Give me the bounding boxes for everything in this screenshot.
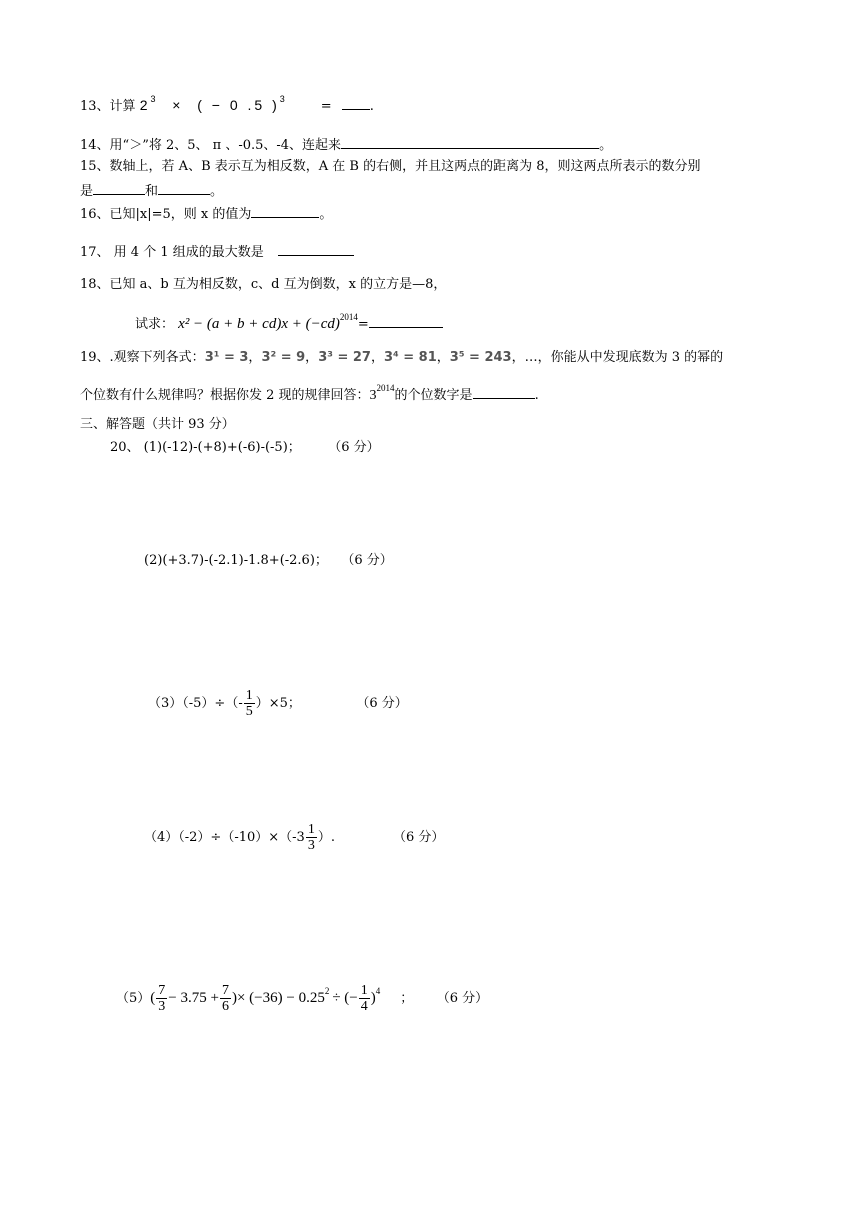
question-20-part-3 (148, 686, 408, 722)
q20-p2-score: （6 分） (347, 553, 393, 568)
question-17 (80, 241, 354, 263)
q20-p5-middle-1: − 3.75 + (168, 990, 219, 1006)
q18-label: 试求： (135, 317, 175, 332)
question-20-part-5: （5）( $\frac{7}{3}$ − 3.75 + $\frac{7}{6}$ )× $(-36) - 0.25^2$ ÷ (− $\frac{1}{4}$ )$^4$ ； （6 分） (116, 983, 489, 1014)
q20-p3-denominator: 5 (245, 704, 253, 719)
question-20-part-2 (144, 551, 393, 571)
q20-p3-fraction (244, 688, 255, 719)
q13-exp-b: 3 (279, 94, 288, 104)
q16-text: 16、已知|x|=5，则 x 的值为 (80, 207, 252, 222)
q20-p5-end: ； (400, 991, 414, 1006)
q19-exponent: 2014 (376, 383, 395, 393)
question-19-line2 (80, 384, 539, 406)
q20-p1-score: （6 分） (334, 440, 380, 455)
q13-answer-blank[interactable] (342, 95, 370, 110)
q19-digit-text: 的个位数字是 (394, 388, 473, 403)
q20-p5-f2-numerator: 7 (221, 983, 229, 998)
q14-text: 14、用“＞”将 2、5、 π 、-0.5、-4、连起来 (80, 138, 342, 153)
q15-text: 15、数轴上，若 A、B 表示互为相反数，A 在 B 的右侧，并且这两点的距离为 8，则这两点所表示的数分别 (80, 159, 701, 174)
q20-p5-fraction-1 (156, 983, 167, 1014)
q15-end: 。 (210, 184, 224, 199)
q20-p2-expression: (2)(+3.7)-(-2.1)-1.8+(-2.6)； (144, 553, 328, 568)
question-19-line1: 19、.观察下列各式：3¹ = 3，3² = 9，3³ = 27，3⁴ = 81，3⁵ = 243，…，你能从中发现底数为 3 的幂的 (80, 350, 724, 365)
q20-p5-f3-denominator: 4 (360, 999, 368, 1014)
q19-power-2: 3² = 9 (261, 350, 306, 365)
question-14 (80, 134, 612, 156)
q19-end: . (534, 388, 539, 403)
question-15-line1 (80, 157, 701, 177)
q18-exponent: 2014 (339, 312, 358, 322)
q20-p5-f3-numerator: 1 (360, 983, 368, 998)
q20-p3-score: （6 分） (362, 696, 408, 711)
question-20-part-1 (110, 438, 380, 458)
q19-intro: 19、.观察下列各式： (80, 350, 205, 365)
q20-p3-suffix: ）×5； (255, 696, 301, 711)
question-16 (80, 203, 332, 225)
q13-label: 13、计算 (80, 99, 136, 114)
q20-p5-f1-numerator: 7 (158, 983, 166, 998)
q18-expression: x² − (a + b + cd)x + (−cd) (178, 316, 340, 332)
q19-power-5: 3⁵ = 243 (449, 350, 512, 365)
q18-text: 18、已知 a、b 互为相反数，c、d 互为倒数，x 的立方是—8， (80, 277, 447, 292)
q14-end: 。 (599, 138, 613, 153)
section-title (80, 415, 235, 435)
q13-exp-a: 3 (150, 94, 159, 104)
question-15-line2 (80, 180, 223, 202)
q20-p5-f1-denominator: 3 (158, 999, 166, 1014)
q14-answer-blank[interactable] (341, 134, 599, 149)
q15-is: 是 (80, 184, 94, 199)
q17-answer-blank[interactable] (278, 241, 354, 256)
question-18-line2 (135, 313, 443, 335)
question-13 (80, 95, 374, 117)
q13-base: 2 (139, 97, 151, 113)
q19-power-3: 3³ = 27 (318, 350, 371, 365)
q20-p5-exponent-2: 2 (324, 986, 330, 996)
q17-text: 17、 用 4 个 1 组成的最大数是 (80, 245, 264, 260)
q20-p5-fraction-3 (359, 983, 370, 1014)
q16-answer-blank[interactable] (251, 203, 319, 218)
q20-p5-middle-2: )× (−36) − 0.25 (231, 990, 325, 1006)
q20-p5-fraction-2 (220, 983, 231, 1014)
q13-base-b: ( − 0 .5 ) (197, 97, 280, 113)
q20-p5-score: （6 分） (443, 991, 489, 1006)
question-20-part-4 (144, 820, 444, 856)
q20-p4-numerator: 1 (307, 822, 315, 837)
q20-p5-exponent-4: 4 (375, 986, 381, 996)
q15-and: 和 (145, 184, 159, 199)
q20-p4-prefix: （4）（-2）÷（-10）×（-3 (144, 830, 305, 845)
q20-p4-score: （6 分） (392, 830, 445, 845)
q19-power-1: 3¹ = 3 (204, 350, 249, 365)
q20-p3-prefix: （3）（-5）÷（- (148, 696, 243, 711)
q15-answer-blank-1[interactable] (93, 180, 145, 195)
q13-eq: = (320, 99, 332, 114)
q19-answer-blank[interactable] (473, 384, 535, 399)
q18-answer-blank[interactable] (369, 313, 443, 328)
q20-p4-suffix: ）. (317, 830, 335, 845)
q20-p5-f2-denominator: 6 (221, 999, 229, 1014)
q13-times: × (172, 97, 184, 113)
q19-tail: ，…，你能从中发现底数为 3 的幂的 (511, 350, 724, 365)
q19-base: 3 (369, 388, 377, 403)
section-3-title: 三、解答题（共计 93 分） (80, 417, 235, 432)
q16-end: 。 (319, 207, 333, 222)
q20-p4-fraction (306, 822, 317, 853)
q20-p5-middle-3: ÷ (− (332, 990, 358, 1006)
q19-question: 个位数有什么规律吗？根据你发 2 现的规律回答： (80, 388, 370, 403)
q19-power-4: 3⁴ = 81 (383, 350, 437, 365)
q13-end: . (369, 99, 374, 114)
q20-p3-numerator: 1 (245, 688, 253, 703)
q20-p4-denominator: 3 (307, 838, 315, 853)
question-18-line1 (80, 275, 446, 295)
q15-answer-blank-2[interactable] (158, 180, 210, 195)
q20-p5-prefix: （5） (116, 991, 151, 1006)
q20-p1-expression: 20、 (1)(-12)-(+8)+(-6)-(-5)； (110, 440, 301, 455)
q18-eq: = (357, 317, 369, 332)
